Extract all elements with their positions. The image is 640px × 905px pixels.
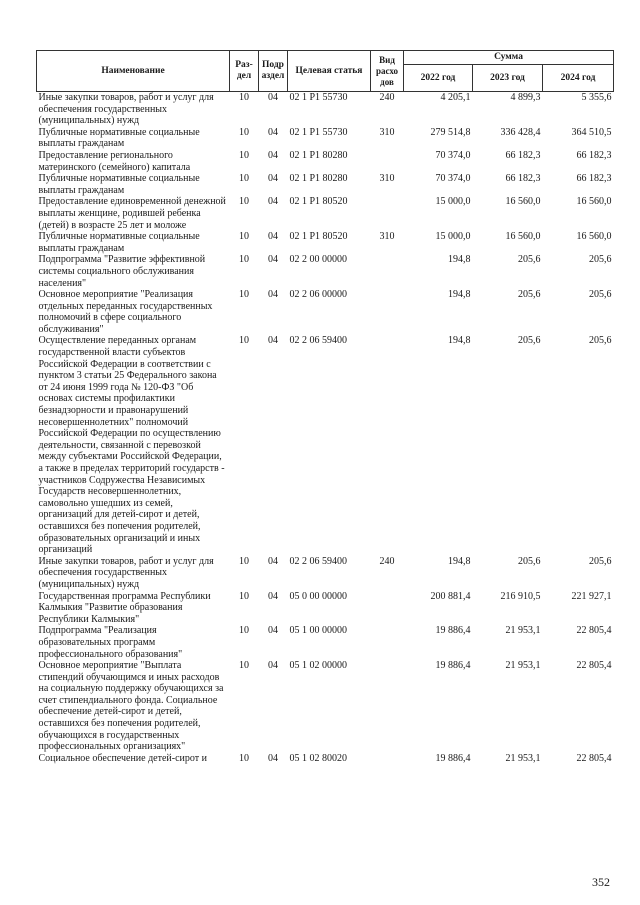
- row-name: Государственная программа Республики Калмыкия "Развитие образования Республики Калмыкия": [38, 590, 211, 625]
- row-sum-2022: 200 881,4: [430, 590, 471, 602]
- header-year-2022: 2022 год: [404, 65, 473, 92]
- header-subsection: Подр аздел: [259, 51, 288, 92]
- row-sum-2022: 70 374,0: [435, 173, 471, 185]
- table-row: [37, 231, 614, 254]
- row-sum-2024: 16 560,0: [576, 231, 612, 243]
- table-row: [37, 127, 614, 150]
- row-name: Публичные нормативные социальные выплаты гражданам: [38, 126, 200, 150]
- row-subsection: 04: [268, 126, 278, 138]
- row-target-article: 02 1 P1 80520: [289, 231, 348, 243]
- row-name: Подпрограмма "Реализация образовательных программ профессионального образования": [38, 625, 183, 660]
- row-target-article: 02 1 P1 80280: [289, 173, 348, 185]
- row-target-article: 02 1 P1 55730: [289, 92, 348, 103]
- row-sum-2024: 22 805,4: [576, 625, 612, 637]
- row-sum-2023: 205,6: [518, 335, 541, 347]
- row-sum-2024: 66 182,3: [576, 173, 612, 185]
- row-expense-type: 310: [379, 126, 395, 138]
- row-section: 10: [239, 126, 249, 138]
- header-year-2023: 2023 год: [473, 65, 543, 92]
- table-header: [37, 51, 614, 92]
- row-section: 10: [239, 149, 249, 161]
- row-name: Осуществление переданных органам государственной власти субъектов Российской Федерации в соответствии с пунктом 3 статьи 25 Федерального закона от 24 июня 1999 года № 120-ФЗ "Об основах системы профилактики безнадзорности и правонарушений несовершеннолетних" полномочий Российской Федерации по осуществлению деятельности, связанной с перевозкой между субъектами Российской Федерации, а также в пределах территорий государств - участников Содружества Независимых Государств несовершеннолетних, самовольно ушедших из семей, организаций для детей-сирот и детей, оставшихся без попечения родителей, образовательных организаций и иных организаций: [38, 335, 225, 556]
- table-row: [37, 556, 614, 591]
- table-row: [37, 660, 614, 753]
- row-target-article: 02 1 P1 55730: [289, 126, 348, 138]
- row-section: 10: [239, 335, 249, 347]
- row-target-article: 05 1 00 00000: [289, 625, 347, 637]
- row-subsection: 04: [268, 335, 278, 347]
- row-subsection: 04: [268, 92, 278, 103]
- row-section: 10: [239, 590, 249, 602]
- row-name: Основное мероприятие "Реализация отдельных переданных государственных полномочий в сфере социального обслуживания": [38, 289, 213, 335]
- row-section: 10: [239, 660, 249, 672]
- row-name: Иные закупки товаров, работ и услуг для обеспечения государственных (муниципальных) нужд: [38, 555, 214, 590]
- row-target-article: 05 0 00 00000: [289, 590, 347, 602]
- row-sum-2022: 70 374,0: [435, 149, 471, 161]
- budget-table: [36, 50, 614, 764]
- header-name: Наименование: [37, 51, 230, 92]
- row-subsection: 04: [268, 590, 278, 602]
- row-target-article: 02 2 06 59400: [289, 555, 347, 567]
- row-expense-type: [371, 591, 404, 626]
- row-name: Социальное обеспечение детей-сирот и: [38, 752, 207, 764]
- row-target-article: 02 2 06 59400: [289, 335, 347, 347]
- table-row: [37, 625, 614, 660]
- row-section: 10: [239, 196, 249, 208]
- table-row: [37, 150, 614, 173]
- row-target-article: 05 1 02 00000: [289, 660, 347, 672]
- row-target-article: 02 1 P1 80520: [289, 196, 348, 208]
- header-target-article: Целевая статья: [288, 51, 371, 92]
- header-expense-type: Вид расхо дов: [371, 51, 404, 92]
- row-section: 10: [239, 289, 249, 301]
- row-sum-2023: 336 428,4: [500, 126, 541, 138]
- row-name: Предоставление единовременной денежной выплаты женщине, родившей ребенка (детей) в возрасте 25 лет и моложе: [38, 196, 226, 231]
- page-number: 352: [592, 875, 610, 889]
- row-expense-type: 240: [379, 92, 395, 103]
- row-sum-2023: 21 953,1: [505, 752, 541, 764]
- row-sum-2022: 194,8: [448, 335, 471, 347]
- row-name: Публичные нормативные социальные выплаты гражданам: [38, 231, 200, 254]
- row-subsection: 04: [268, 149, 278, 161]
- header-section: Раз- дел: [230, 51, 259, 92]
- row-sum-2022: 4 205,1: [440, 92, 471, 103]
- row-expense-type: 240: [379, 555, 395, 567]
- row-subsection: 04: [268, 660, 278, 672]
- row-expense-type: 310: [379, 173, 395, 185]
- table-row: [37, 753, 614, 765]
- row-expense-type: [371, 625, 404, 660]
- row-target-article: 05 1 02 80020: [289, 752, 347, 764]
- row-sum-2024: 16 560,0: [576, 196, 612, 208]
- header-year-2024: 2024 год: [543, 65, 614, 92]
- table-row: [37, 335, 614, 555]
- row-section: 10: [239, 92, 249, 103]
- row-name: Основное мероприятие "Выплата стипендий обучающимся и иных расходов на социальную поддержку обучающихся за счет стипендиального фонда. Социальное обеспечение детей-сирот и детей, оставшихся без попечения родителей, обучающихся в государственных профессиональных организациях": [38, 660, 224, 753]
- header-sum: Сумма: [404, 51, 614, 65]
- row-subsection: 04: [268, 173, 278, 185]
- table-body: [37, 92, 614, 765]
- row-sum-2024: 364 510,5: [571, 126, 612, 138]
- row-expense-type: [371, 289, 404, 335]
- row-subsection: 04: [268, 625, 278, 637]
- row-sum-2022: 19 886,4: [435, 625, 471, 637]
- row-sum-2024: 205,6: [589, 289, 612, 301]
- row-expense-type: [371, 335, 404, 555]
- row-sum-2023: 66 182,3: [505, 173, 541, 185]
- row-expense-type: [371, 660, 404, 753]
- row-sum-2024: 5 355,6: [581, 92, 612, 103]
- row-sum-2023: 216 910,5: [500, 590, 541, 602]
- row-section: 10: [239, 555, 249, 567]
- row-target-article: 02 2 06 00000: [289, 289, 347, 301]
- row-target-article: 02 2 00 00000: [289, 254, 347, 266]
- row-sum-2023: 16 560,0: [505, 196, 541, 208]
- row-sum-2023: 66 182,3: [505, 149, 541, 161]
- table-row: [37, 254, 614, 289]
- row-expense-type: [371, 150, 404, 173]
- row-sum-2024: 205,6: [589, 254, 612, 266]
- row-section: 10: [239, 231, 249, 243]
- row-sum-2022: 15 000,0: [435, 231, 471, 243]
- row-sum-2022: 19 886,4: [435, 752, 471, 764]
- row-sum-2023: 205,6: [518, 254, 541, 266]
- row-expense-type: [371, 254, 404, 289]
- row-sum-2023: 4 899,3: [510, 92, 541, 103]
- row-expense-type: 310: [379, 231, 395, 243]
- row-name: Предоставление регионального материнского (семейного) капитала: [38, 149, 191, 173]
- row-subsection: 04: [268, 254, 278, 266]
- row-target-article: 02 1 P1 80280: [289, 149, 348, 161]
- row-sum-2023: 21 953,1: [505, 660, 541, 672]
- row-section: 10: [239, 254, 249, 266]
- row-subsection: 04: [268, 231, 278, 243]
- row-sum-2024: 66 182,3: [576, 149, 612, 161]
- row-sum-2024: 221 927,1: [571, 590, 612, 602]
- row-name: Иные закупки товаров, работ и услуг для обеспечения государственных (муниципальных) нужд: [38, 92, 214, 127]
- row-sum-2023: 21 953,1: [505, 625, 541, 637]
- row-sum-2022: 194,8: [448, 555, 471, 567]
- row-sum-2022: 194,8: [448, 289, 471, 301]
- table-row: [37, 92, 614, 127]
- row-expense-type: [371, 196, 404, 231]
- row-subsection: 04: [268, 196, 278, 208]
- row-sum-2024: 22 805,4: [576, 752, 612, 764]
- row-section: 10: [239, 625, 249, 637]
- row-name: Публичные нормативные социальные выплаты гражданам: [38, 173, 200, 196]
- row-section: 10: [239, 173, 249, 185]
- row-subsection: 04: [268, 752, 278, 764]
- row-sum-2023: 205,6: [518, 289, 541, 301]
- row-section: 10: [239, 752, 249, 764]
- row-sum-2023: 205,6: [518, 555, 541, 567]
- row-sum-2022: 15 000,0: [435, 196, 471, 208]
- table-row: [37, 289, 614, 335]
- row-sum-2022: 194,8: [448, 254, 471, 266]
- row-sum-2024: 205,6: [589, 555, 612, 567]
- row-subsection: 04: [268, 289, 278, 301]
- row-sum-2024: 22 805,4: [576, 660, 612, 672]
- row-sum-2023: 16 560,0: [505, 231, 541, 243]
- row-sum-2024: 205,6: [589, 335, 612, 347]
- table-row: [37, 173, 614, 196]
- row-name: Подпрограмма "Развитие эффективной системы социального обслуживания населения": [38, 254, 206, 289]
- row-sum-2022: 279 514,8: [430, 126, 471, 138]
- row-expense-type: [371, 753, 404, 765]
- row-subsection: 04: [268, 555, 278, 567]
- table-row: [37, 591, 614, 626]
- row-sum-2022: 19 886,4: [435, 660, 471, 672]
- table-row: [37, 196, 614, 231]
